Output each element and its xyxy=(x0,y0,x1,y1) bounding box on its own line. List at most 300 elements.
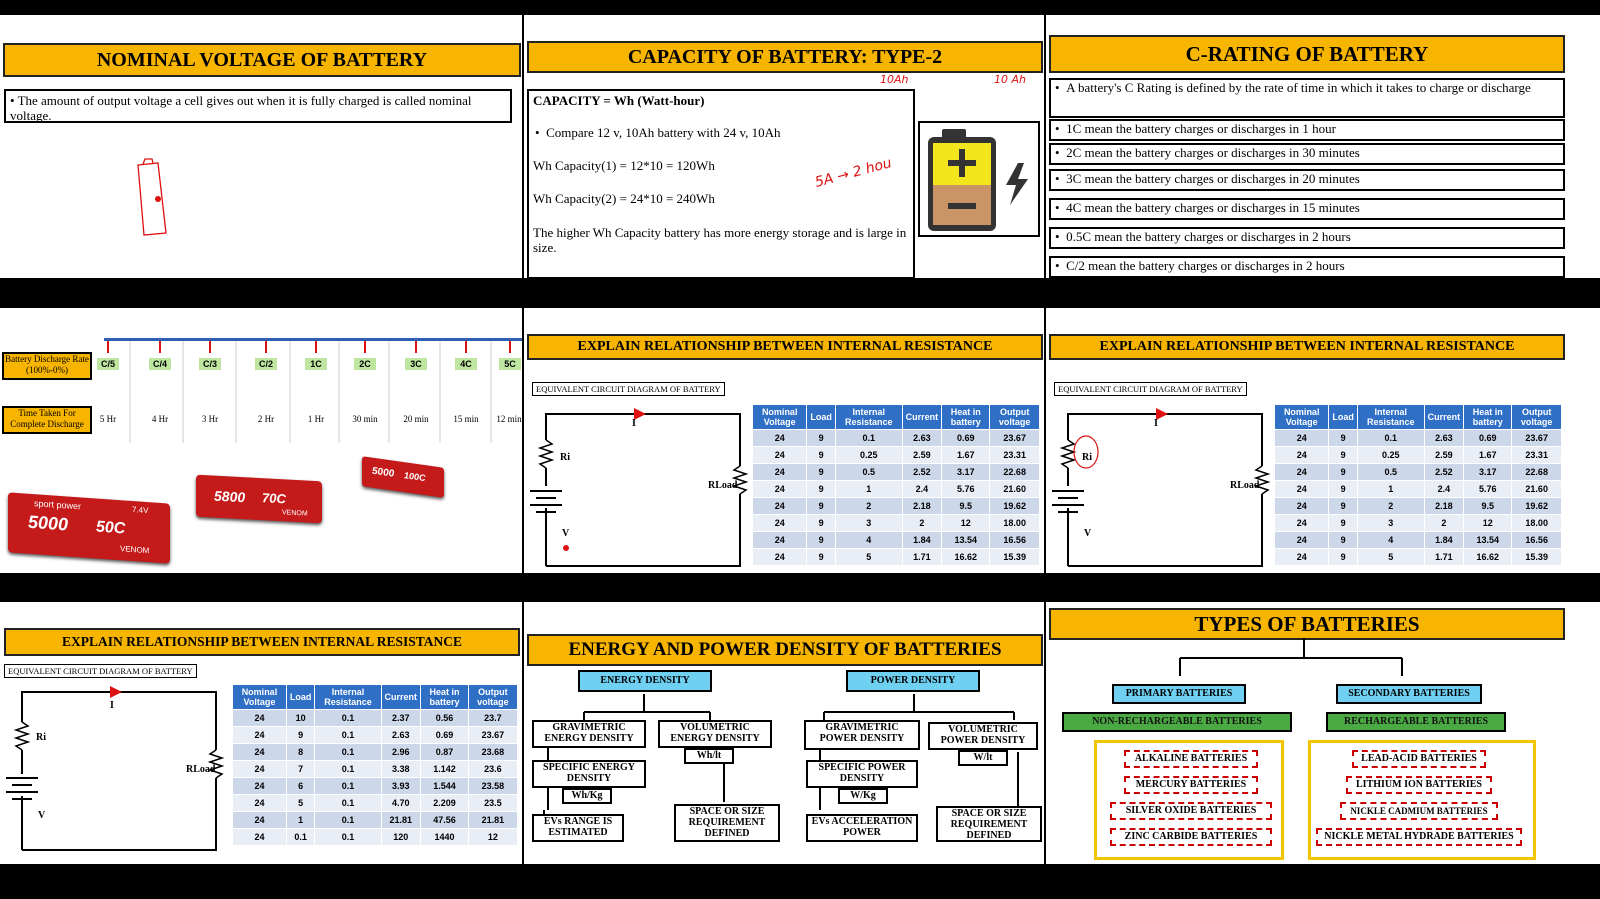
w-kg-box: W/Kg xyxy=(838,788,888,804)
table-row xyxy=(753,481,1040,498)
table-cell: 16.62 xyxy=(942,549,990,566)
table-cell: 24 xyxy=(233,710,287,727)
table-cell: 24 xyxy=(1275,515,1329,532)
rate-grid xyxy=(0,308,522,448)
table-row xyxy=(753,430,1040,447)
c-rating-item-1c: • 1C mean the battery charges or discharges in 1 hour xyxy=(1049,119,1565,141)
table-cell: 1440 xyxy=(421,829,469,846)
table-cell: 2.4 xyxy=(902,481,942,498)
pack3-c-rating: 100C xyxy=(404,470,426,484)
table-cell: 0.69 xyxy=(942,430,990,447)
table-cell: 24 xyxy=(753,515,807,532)
table-row xyxy=(753,549,1040,566)
table-cell: 2.63 xyxy=(381,727,421,744)
table-cell: 0.1 xyxy=(315,761,381,778)
c-rating-item-text: 4C mean the battery charges or discharges in 15 minutes xyxy=(1066,200,1360,215)
equivalent-circuit-label: EQUIVALENT CIRCUIT DIAGRAM OF BATTERY xyxy=(532,382,725,396)
c-rating-item-text: 1C mean the battery charges or discharges in 1 hour xyxy=(1066,121,1336,136)
table-cell: 24 xyxy=(233,727,287,744)
table-cell: 1.67 xyxy=(942,447,990,464)
table-cell: 3.17 xyxy=(1464,464,1512,481)
slide-title: NOMINAL VOLTAGE OF BATTERY xyxy=(3,43,521,77)
table-cell: 0.1 xyxy=(835,430,902,447)
specific-power-box: SPECIFIC POWER DENSITY xyxy=(806,760,918,788)
ink-note-3: 5A → 2 hou xyxy=(813,155,894,191)
w-lt-box: W/lt xyxy=(958,750,1008,766)
table-row xyxy=(233,778,518,795)
table-cell: 24 xyxy=(753,498,807,515)
primary-item-silver-oxide: SILVER OXIDE BATTERIES xyxy=(1110,802,1272,820)
col-internal-resistance: Internal Resistance xyxy=(1357,405,1424,430)
voltage-label: V xyxy=(38,810,46,821)
primary-item-zinc-carbide: ZINC CARBIDE BATTERIES xyxy=(1110,828,1272,846)
table-row xyxy=(1275,447,1562,464)
table-cell: 0.1 xyxy=(315,795,381,812)
table-cell: 4 xyxy=(835,532,902,549)
secondary-item-nickel-cadmium: NICKLE CADMIUM BATTERIES xyxy=(1340,802,1498,820)
table-cell: 9 xyxy=(1329,430,1358,447)
table-row xyxy=(233,795,518,812)
table-cell: 0.5 xyxy=(1357,464,1424,481)
table-cell: 9 xyxy=(1329,532,1358,549)
capacity-heading: CAPACITY = Wh (Watt-hour) xyxy=(533,93,705,108)
table-body xyxy=(1275,430,1562,566)
table-cell: 24 xyxy=(233,744,287,761)
table-cell: 9 xyxy=(807,498,836,515)
table-cell: 24 xyxy=(1275,498,1329,515)
table-cell: 1.142 xyxy=(421,761,469,778)
table-cell: 23.31 xyxy=(990,447,1040,464)
table-cell: 24 xyxy=(753,430,807,447)
wh-capacity-2: Wh Capacity(2) = 24*10 = 240Wh xyxy=(533,191,715,206)
table-cell: 24 xyxy=(233,761,287,778)
table-cell: 21.81 xyxy=(381,812,421,829)
table-cell: 9 xyxy=(807,464,836,481)
table-cell: 0.1 xyxy=(315,710,381,727)
resistance-table-3 xyxy=(232,684,518,846)
table-row xyxy=(233,812,518,829)
power-density-box: POWER DENSITY xyxy=(846,670,980,692)
table-cell: 24 xyxy=(233,812,287,829)
wh-kg-box: Wh/Kg xyxy=(562,788,612,804)
table-cell: 9 xyxy=(1329,515,1358,532)
slide-title: C-RATING OF BATTERY xyxy=(1049,35,1565,73)
slide-discharge-rates xyxy=(0,308,522,573)
col-load: Load xyxy=(1329,405,1358,430)
table-row xyxy=(233,829,518,846)
table-row xyxy=(233,744,518,761)
table-cell: 21.60 xyxy=(1512,481,1562,498)
table-cell: 9 xyxy=(807,532,836,549)
table-cell: 5 xyxy=(1357,549,1424,566)
current-label: I xyxy=(110,700,114,711)
c-rating-def-text: A battery's C Rating is defined by the rate of time in which it takes to charge or discharge xyxy=(1066,80,1531,95)
table-cell: 23.68 xyxy=(468,744,517,761)
slide-c-rating xyxy=(1046,15,1600,278)
table-row xyxy=(753,498,1040,515)
table-cell: 0.5 xyxy=(835,464,902,481)
col-load: Load xyxy=(286,685,315,710)
resistance-table-2 xyxy=(1274,404,1562,566)
pack3-capacity: 5000 xyxy=(372,465,395,480)
voltage-label: V xyxy=(562,528,570,539)
c-rating-item-text: C/2 mean the battery charges or discharges in 2 hours xyxy=(1066,258,1345,273)
ri-label: Ri xyxy=(36,732,46,743)
table-cell: 18.00 xyxy=(1512,515,1562,532)
col-current: Current xyxy=(381,685,421,710)
table-cell: 2.52 xyxy=(1424,464,1464,481)
table-cell: 0.1 xyxy=(1357,430,1424,447)
table-cell: 23.67 xyxy=(468,727,517,744)
table-cell: 9 xyxy=(807,430,836,447)
time-3hr: 3 Hr xyxy=(201,414,219,424)
pack2-capacity: 5800 xyxy=(214,487,246,506)
secondary-batteries-box: SECONDARY BATTERIES xyxy=(1336,684,1482,704)
table-cell: 2.96 xyxy=(381,744,421,761)
table-cell: 9.5 xyxy=(942,498,990,515)
table-cell: 8 xyxy=(286,744,315,761)
c-rating-item-text: 0.5C mean the battery charges or discharges in 2 hours xyxy=(1066,229,1351,244)
table-cell: 12 xyxy=(1464,515,1512,532)
table-cell: 1.71 xyxy=(1424,549,1464,566)
table-cell: 6 xyxy=(286,778,315,795)
rate-row-label: Battery Discharge Rate (100%-0%) xyxy=(2,352,92,380)
time-30min: 30 min xyxy=(352,414,378,424)
table-cell: 22.68 xyxy=(990,464,1040,481)
table-cell: 10 xyxy=(286,710,315,727)
col-heat: Heat in battery xyxy=(942,405,990,430)
pack1-c-rating: 50C xyxy=(96,518,126,538)
col-internal-resistance: Internal Resistance xyxy=(315,685,381,710)
table-cell: 0.1 xyxy=(315,812,381,829)
ri-label: Ri xyxy=(1082,452,1092,463)
energy-density-box: ENERGY DENSITY xyxy=(578,670,712,692)
table-cell: 23.6 xyxy=(468,761,517,778)
slide-title: EXPLAIN RELATIONSHIP BETWEEN INTERNAL RESISTANCE xyxy=(527,334,1043,360)
volumetric-power-box: VOLUMETRIC POWER DENSITY xyxy=(928,722,1038,750)
rate-3c: 3C xyxy=(405,358,427,370)
table-cell: 3.17 xyxy=(942,464,990,481)
table-cell: 7 xyxy=(286,761,315,778)
specific-energy-box: SPECIFIC ENERGY DENSITY xyxy=(532,760,646,788)
slide-internal-resistance-3 xyxy=(0,602,522,864)
ink-note-1: 10Ah xyxy=(880,73,909,86)
battery-charging-icon xyxy=(920,123,1038,235)
table-row xyxy=(753,447,1040,464)
col-output-voltage: Output voltage xyxy=(1512,405,1562,430)
table-row xyxy=(233,761,518,778)
table-row xyxy=(233,727,518,744)
table-row xyxy=(753,515,1040,532)
secondary-item-lead-acid: LEAD-ACID BATTERIES xyxy=(1352,750,1486,768)
table-row xyxy=(1275,481,1562,498)
table-cell: 1.67 xyxy=(1464,447,1512,464)
slide-capacity xyxy=(524,15,1044,278)
table-cell: 9 xyxy=(1329,498,1358,515)
table-row xyxy=(1275,515,1562,532)
pack1-capacity: 5000 xyxy=(28,511,69,535)
table-cell: 13.54 xyxy=(942,532,990,549)
table-cell: 1 xyxy=(1357,481,1424,498)
table-cell: 5.76 xyxy=(942,481,990,498)
voltage-label: V xyxy=(1084,528,1092,539)
volumetric-energy-box: VOLUMETRIC ENERGY DENSITY xyxy=(658,720,772,748)
table-cell: 47.56 xyxy=(421,812,469,829)
table-cell: 24 xyxy=(1275,549,1329,566)
table-cell: 9 xyxy=(1329,464,1358,481)
table-cell: 2 xyxy=(1357,498,1424,515)
rate-c5: C/5 xyxy=(97,358,119,370)
rload-label: RLoad xyxy=(708,480,738,491)
time-row-label: Time Taken For Complete Discharge xyxy=(2,406,92,434)
slide-types-of-batteries xyxy=(1046,602,1600,864)
table-cell: 23.67 xyxy=(990,430,1040,447)
table-cell: 15.39 xyxy=(1512,549,1562,566)
slide-internal-resistance-2 xyxy=(1046,308,1600,573)
time-15min: 15 min xyxy=(453,414,479,424)
col-nominal-voltage: Nominal Voltage xyxy=(1275,405,1329,430)
compare-text: Compare 12 v, 10Ah battery with 24 v, 10Ah xyxy=(546,125,781,140)
rload-label: RLoad xyxy=(186,764,216,775)
rate-2c: 2C xyxy=(354,358,376,370)
ri-label: Ri xyxy=(560,452,570,463)
table-cell: 23.31 xyxy=(1512,447,1562,464)
table-cell: 9 xyxy=(1329,481,1358,498)
table-cell: 9 xyxy=(286,727,315,744)
table-cell: 12 xyxy=(942,515,990,532)
evs-range-box: EVs RANGE IS ESTIMATED xyxy=(532,814,624,842)
slide-title: ENERGY AND POWER DENSITY OF BATTERIES xyxy=(527,634,1043,666)
col-output-voltage: Output voltage xyxy=(990,405,1040,430)
table-cell: 9 xyxy=(1329,549,1358,566)
table-row xyxy=(1275,430,1562,447)
equivalent-circuit-label: EQUIVALENT CIRCUIT DIAGRAM OF BATTERY xyxy=(4,664,197,678)
table-cell: 0.25 xyxy=(1357,447,1424,464)
table-cell: 0.69 xyxy=(1464,430,1512,447)
c-rating-item-3c: • 3C mean the battery charges or discharges in 20 minutes xyxy=(1049,169,1565,191)
col-load: Load xyxy=(807,405,836,430)
rate-4c: 4C xyxy=(455,358,477,370)
time-1hr: 1 Hr xyxy=(307,414,325,424)
table-row xyxy=(753,464,1040,481)
wh-lt-box: Wh/lt xyxy=(684,748,734,764)
table-row xyxy=(1275,498,1562,515)
table-cell: 24 xyxy=(753,532,807,549)
table-cell: 24 xyxy=(1275,447,1329,464)
ink-note-2: 10 Ah xyxy=(994,73,1026,86)
primary-item-mercury: MERCURY BATTERIES xyxy=(1124,776,1258,794)
table-cell: 16.56 xyxy=(1512,532,1562,549)
table-cell: 4.70 xyxy=(381,795,421,812)
table-cell: 24 xyxy=(753,549,807,566)
col-current: Current xyxy=(902,405,942,430)
table-cell: 19.62 xyxy=(1512,498,1562,515)
table-cell: 2.63 xyxy=(902,430,942,447)
table-cell: 2.59 xyxy=(1424,447,1464,464)
c-rating-item-2c: • 2C mean the battery charges or discharges in 30 minutes xyxy=(1049,143,1565,165)
table-cell: 16.62 xyxy=(1464,549,1512,566)
table-cell: 2 xyxy=(902,515,942,532)
secondary-item-lithium-ion: LITHIUM ION BATTERIES xyxy=(1346,776,1492,794)
table-cell: 9 xyxy=(807,481,836,498)
table-cell: 1 xyxy=(286,812,315,829)
table-cell: 24 xyxy=(1275,464,1329,481)
slide-title: CAPACITY OF BATTERY: TYPE-2 xyxy=(527,41,1043,73)
capacity-box xyxy=(527,89,915,278)
table-cell: 9 xyxy=(807,447,836,464)
table-cell: 0.1 xyxy=(315,744,381,761)
table-cell: 2.59 xyxy=(902,447,942,464)
table-cell: 23.67 xyxy=(1512,430,1562,447)
table-row xyxy=(1275,532,1562,549)
space-requirement-box-2: SPACE OR SIZE REQUIREMENT DEFINED xyxy=(936,806,1042,842)
table-cell: 18.00 xyxy=(990,515,1040,532)
c-rating-item-c-2: • C/2 mean the battery charges or discharges in 2 hours xyxy=(1049,256,1565,278)
equivalent-circuit-label: EQUIVALENT CIRCUIT DIAGRAM OF BATTERY xyxy=(1054,382,1247,396)
table-cell: 21.81 xyxy=(468,812,517,829)
c-rating-item-4c: • 4C mean the battery charges or discharges in 15 minutes xyxy=(1049,198,1565,220)
col-internal-resistance: Internal Resistance xyxy=(835,405,902,430)
table-cell: 0.69 xyxy=(421,727,469,744)
table-row xyxy=(753,532,1040,549)
table-cell: 13.54 xyxy=(1464,532,1512,549)
resistance-table-1 xyxy=(752,404,1040,566)
table-cell: 0.87 xyxy=(421,744,469,761)
table-cell: 5 xyxy=(835,549,902,566)
table-cell: 2 xyxy=(1424,515,1464,532)
battery-icon-frame xyxy=(918,121,1040,237)
pack1-brand: VENOM xyxy=(120,544,150,556)
capacity-conclusion: The higher Wh Capacity battery has more energy storage and is large in size. xyxy=(533,225,907,255)
rechargeable-box: RECHARGEABLE BATTERIES xyxy=(1326,712,1506,732)
table-cell: 1.84 xyxy=(902,532,942,549)
table-cell: 2.209 xyxy=(421,795,469,812)
table-body xyxy=(233,710,518,846)
time-2hr: 2 Hr xyxy=(257,414,275,424)
table-cell: 9 xyxy=(807,549,836,566)
table-cell: 1.84 xyxy=(1424,532,1464,549)
current-label: I xyxy=(632,418,636,429)
table-cell: 1.71 xyxy=(902,549,942,566)
col-heat: Heat in battery xyxy=(421,685,469,710)
table-cell: 9 xyxy=(807,515,836,532)
rate-5c: 5C xyxy=(499,358,521,370)
secondary-item-nickel-metal-hydride: NICKLE METAL HYDRADE BATTERIES xyxy=(1316,828,1522,846)
table-cell: 23.58 xyxy=(468,778,517,795)
table-cell: 2 xyxy=(835,498,902,515)
table-cell: 24 xyxy=(1275,430,1329,447)
table-cell: 0.1 xyxy=(286,829,315,846)
rload-label: RLoad xyxy=(1230,480,1260,491)
table-cell: 3.93 xyxy=(381,778,421,795)
rate-c3: C/3 xyxy=(199,358,221,370)
battery-sketch xyxy=(130,155,180,245)
time-5hr: 5 Hr xyxy=(99,414,117,424)
table-cell: 3 xyxy=(835,515,902,532)
pack2-c-rating: 70C xyxy=(262,490,286,507)
table-cell: 21.60 xyxy=(990,481,1040,498)
table-cell: 9 xyxy=(1329,447,1358,464)
rate-1c: 1C xyxy=(305,358,327,370)
pack1-small-label: sport power xyxy=(34,498,82,512)
table-cell: 2.37 xyxy=(381,710,421,727)
table-cell: 3.38 xyxy=(381,761,421,778)
slide-energy-power-density xyxy=(524,602,1044,864)
table-cell: 5.76 xyxy=(1464,481,1512,498)
time-4hr: 4 Hr xyxy=(151,414,169,424)
pack2-brand: VENOM xyxy=(282,509,308,518)
table-cell: 9.5 xyxy=(1464,498,1512,515)
table-row xyxy=(233,710,518,727)
table-cell: 2.63 xyxy=(1424,430,1464,447)
table-row xyxy=(1275,549,1562,566)
slide-title: EXPLAIN RELATIONSHIP BETWEEN INTERNAL RESISTANCE xyxy=(4,628,520,656)
table-cell: 0.25 xyxy=(835,447,902,464)
battery-pack-image-2 xyxy=(196,475,322,524)
table-cell: 24 xyxy=(753,464,807,481)
table-cell: 5 xyxy=(286,795,315,812)
table-cell: 24 xyxy=(233,778,287,795)
table-cell: 2.4 xyxy=(1424,481,1464,498)
time-20min: 20 min xyxy=(403,414,429,424)
table-cell: 0.1 xyxy=(315,778,381,795)
battery-pack-image-1 xyxy=(8,492,170,563)
rate-c4: C/4 xyxy=(149,358,171,370)
primary-item-alkaline: ALKALINE BATTERIES xyxy=(1124,750,1258,768)
table-cell: 120 xyxy=(381,829,421,846)
table-cell: 0.1 xyxy=(315,829,381,846)
table-row xyxy=(1275,464,1562,481)
table-cell: 23.7 xyxy=(468,710,517,727)
col-current: Current xyxy=(1424,405,1464,430)
current-label: I xyxy=(1154,418,1158,429)
c-rating-item-0-5c: • 0.5C mean the battery charges or discharges in 2 hours xyxy=(1049,227,1565,249)
rate-c2: C/2 xyxy=(255,358,277,370)
table-cell: 15.39 xyxy=(990,549,1040,566)
table-cell: 24 xyxy=(233,829,287,846)
table-cell: 0.56 xyxy=(421,710,469,727)
table-cell: 24 xyxy=(753,447,807,464)
table-cell: 3 xyxy=(1357,515,1424,532)
c-rating-definition: • A battery's C Rating is defined by the rate of time in which it takes to charge or discharge xyxy=(1049,78,1565,118)
table-cell: 0.1 xyxy=(315,727,381,744)
compare-bullet: • Compare 12 v, 10Ah battery with 24 v, 10Ah xyxy=(535,125,781,140)
table-cell: 2.18 xyxy=(1424,498,1464,515)
table-cell: 16.56 xyxy=(990,532,1040,549)
table-cell: 2.18 xyxy=(902,498,942,515)
c-rating-item-text: 3C mean the battery charges or discharges in 20 minutes xyxy=(1066,171,1360,186)
col-output-voltage: Output voltage xyxy=(468,685,517,710)
slide-nominal-voltage xyxy=(0,15,522,278)
gravimetric-power-box: GRAVIMETRIC POWER DENSITY xyxy=(804,720,920,750)
col-heat: Heat in battery xyxy=(1464,405,1512,430)
table-cell: 12 xyxy=(468,829,517,846)
definition-text: • The amount of output voltage a cell gives out when it is fully charged is called nominal voltage. xyxy=(4,89,512,123)
table-cell: 1 xyxy=(835,481,902,498)
table-cell: 2.52 xyxy=(902,464,942,481)
non-rechargeable-box: NON-RECHARGEABLE BATTERIES xyxy=(1062,712,1292,732)
pack1-voltage: 7.4V xyxy=(132,505,149,516)
table-cell: 24 xyxy=(1275,481,1329,498)
space-requirement-box-1: SPACE OR SIZE REQUIREMENT DEFINED xyxy=(674,804,780,842)
table-cell: 24 xyxy=(753,481,807,498)
table-cell: 22.68 xyxy=(1512,464,1562,481)
primary-batteries-box: PRIMARY BATTERIES xyxy=(1112,684,1246,704)
evs-acceleration-box: EVs ACCELERATION POWER xyxy=(806,814,918,842)
table-cell: 1.544 xyxy=(421,778,469,795)
slide-title: TYPES OF BATTERIES xyxy=(1049,608,1565,640)
table-cell: 19.62 xyxy=(990,498,1040,515)
